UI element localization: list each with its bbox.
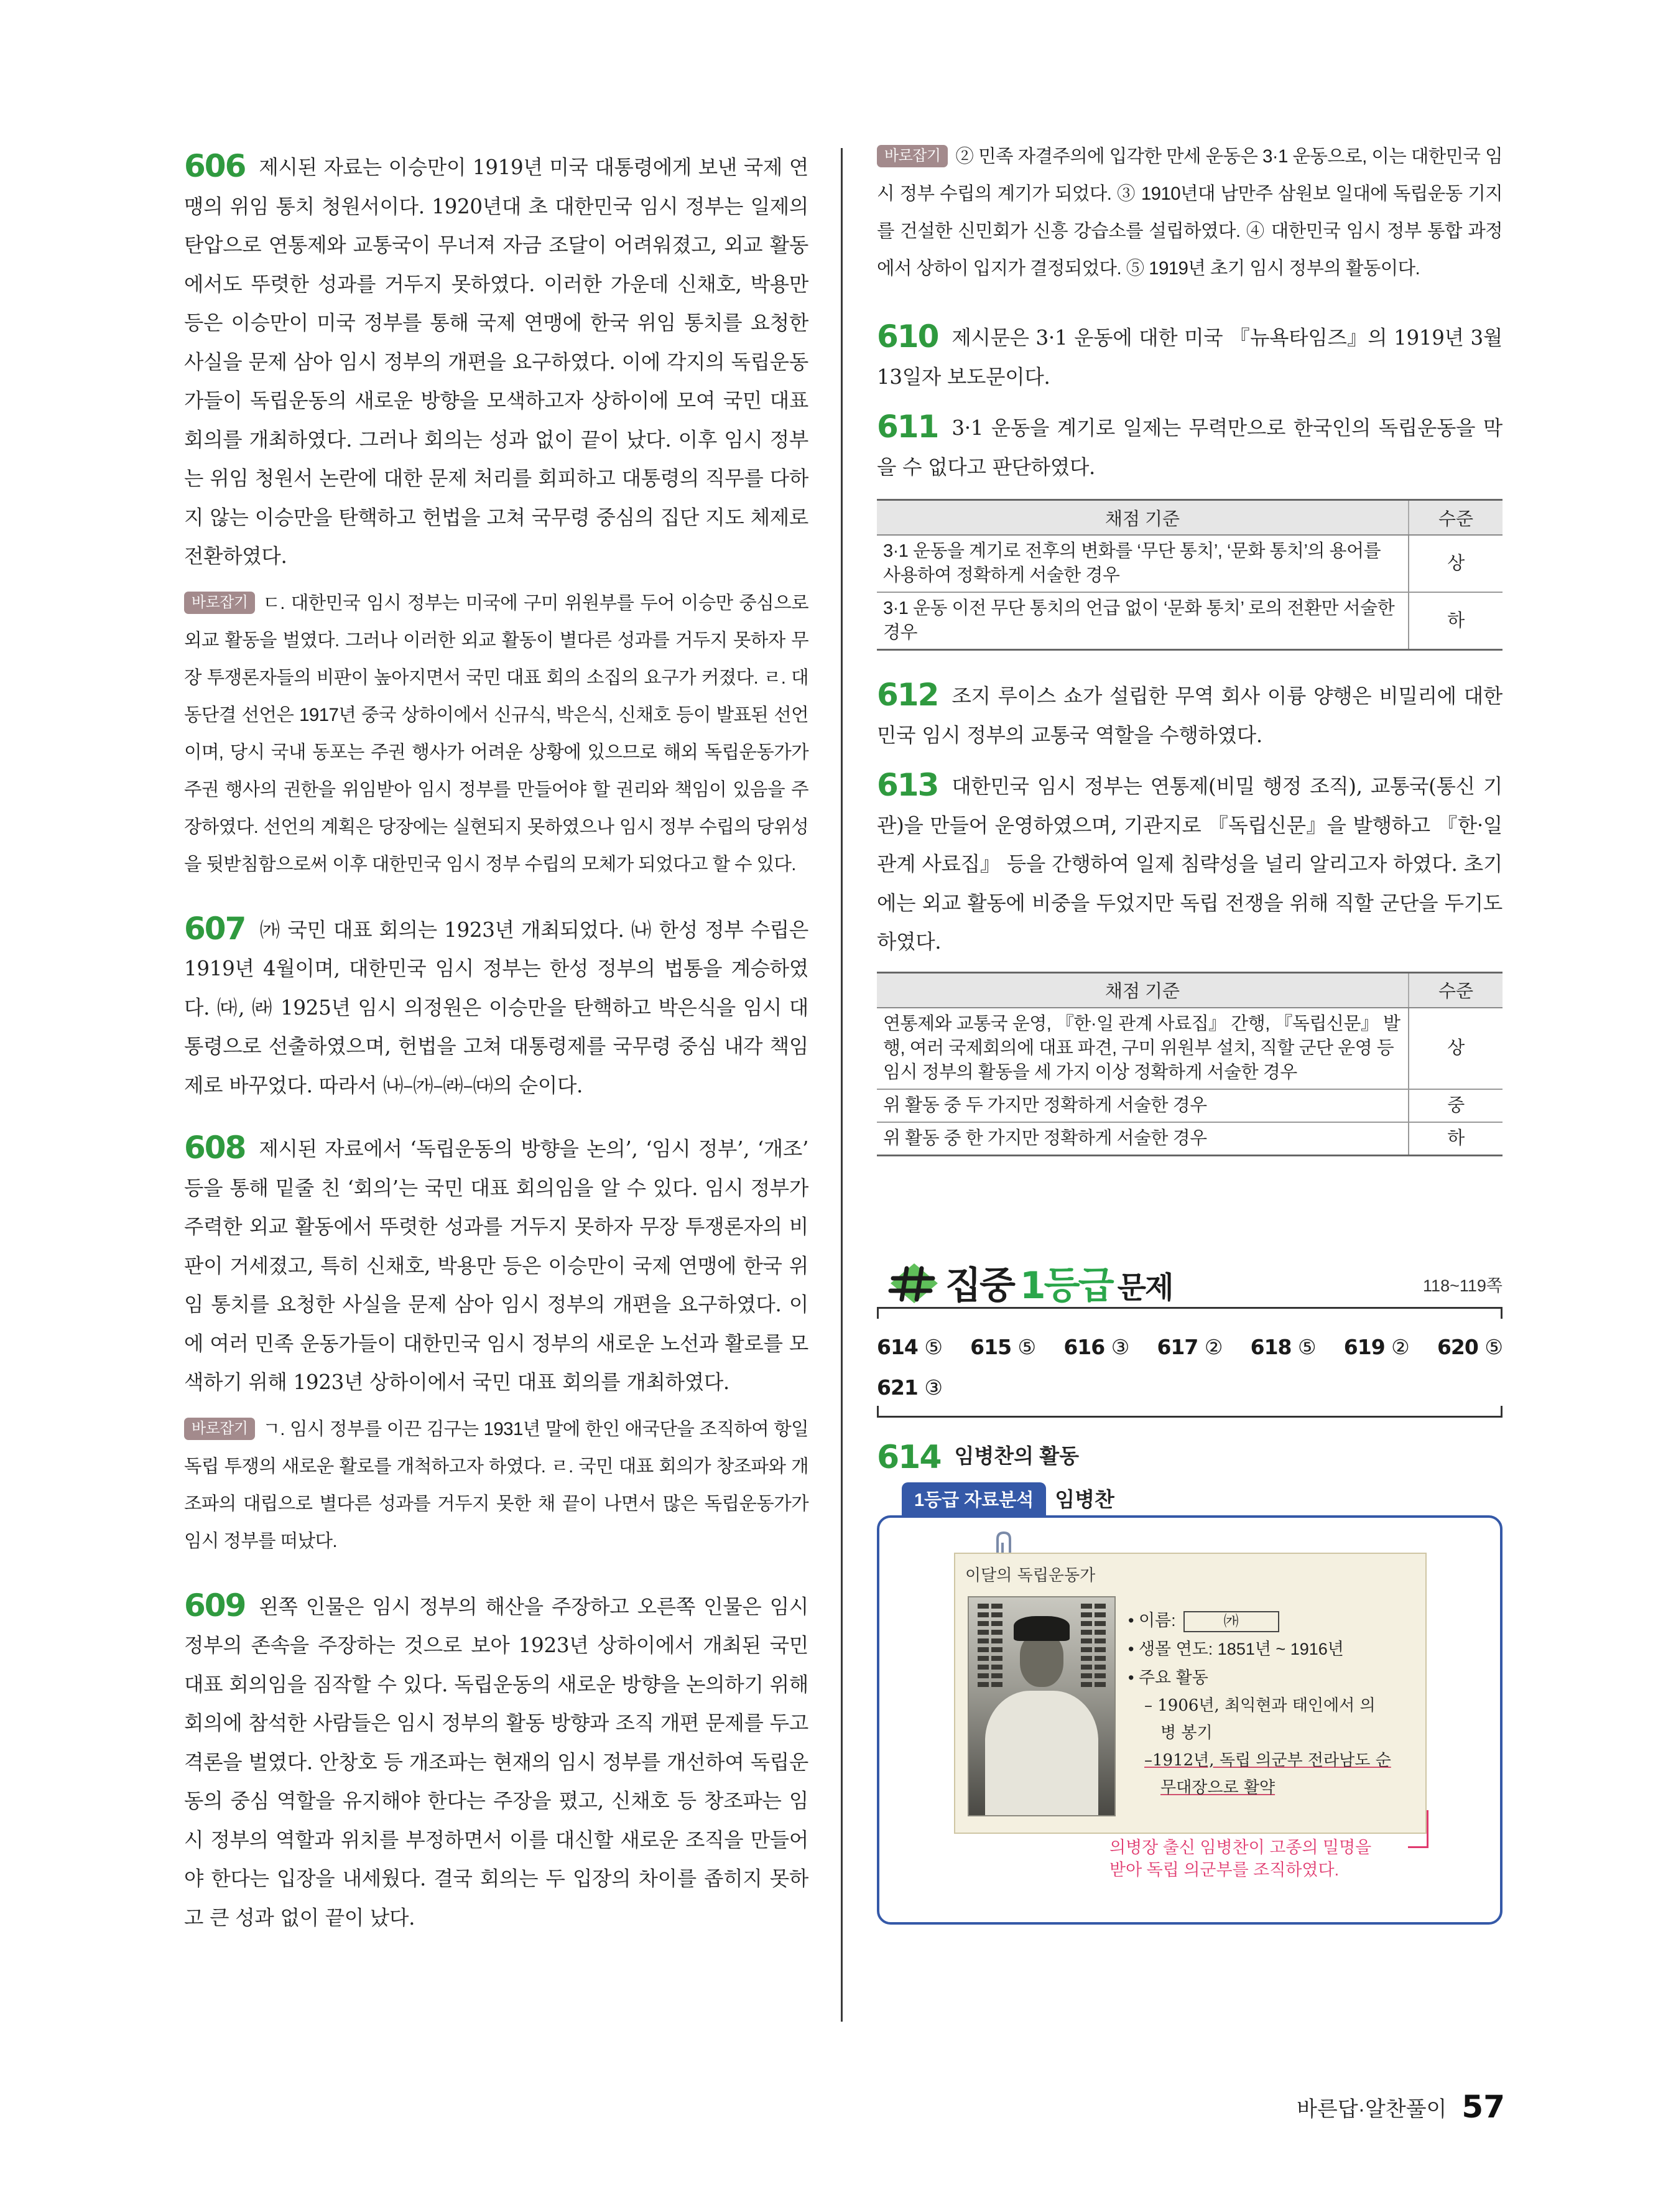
answer-item: 620 ⑤ [1437, 1335, 1503, 1359]
question-number: 608 [184, 1130, 246, 1166]
name-row: • 이름: ㈎ [1128, 1606, 1391, 1635]
activist-info [1128, 1606, 1391, 1801]
criteria-cell: 연통제와 교통국 운영, 『한·일 관계 사료집』 간행, 『독립신문』 발행, 여러 국제회의에 대표 파견, 구미 위원부 설치, 직할 군단 운영 등 임시 정부의 활동을 세 가지 이상 정확하게 서술한 경우 [877, 1008, 1409, 1089]
correction-text: ㄷ. 대한민국 임시 정부는 미국에 구미 위원부를 두어 이승만 중심으로 외교 활동을 벌였다. 그러나 이러한 외교 활동이 별다른 성과를 거두지 못하자 무장 투쟁론자들의 비판이 높아지면서 국민 대표 회의 소집의 요구가 커졌다. ㄹ. 대동단결 선언은 1917년 중국 상하이에서 신규식, 박은식, 신채호 등이 발표된 선언이며, 당시 국내 동포는 주권 행사가 어려운 상황에 있으므로 해외 독립운동가가 주권 행사의 권한을 위임받아 임시 정부를 만들어야 할 권리와 책임이 있음을 주장하였다. 선언의 계획은 당장에는 실현되지 못하였으나 임시 정부 수립의 당위성을 뒷받침함으로써 이후 대한민국 임시 정부 수립의 모체가 되었다고 할 수 있다. [184, 592, 808, 875]
answer-item: 616 ③ [1063, 1335, 1129, 1359]
question-number: 610 [877, 318, 938, 355]
analysis-label: 임병찬 [1055, 1487, 1114, 1511]
question-number: 611 [877, 409, 938, 445]
answer-612 [877, 673, 1503, 755]
criteria-cell: 위 활동 중 두 가지만 정확하게 서술한 경우 [877, 1089, 1409, 1122]
left-column [184, 144, 808, 1937]
answer-item: 618 ⑤ [1250, 1335, 1316, 1359]
table-row [877, 1122, 1503, 1156]
activity-line: –1912년, 독립 의군부 전라남도 순 [1144, 1750, 1391, 1770]
explanation-text: 3·1 운동을 계기로 일제는 무력만으로 한국인의 독립운동을 막을 수 없다고 판단하였다. [877, 416, 1503, 479]
answer-611 [877, 405, 1503, 486]
question-number: 613 [877, 767, 938, 803]
correction-text: ② 민족 자결주의에 입각한 만세 운동은 3·1 운동으로, 이는 대한민국 임시 정부 수립의 계기가 되었다. ③ 1910년대 남만주 삼원보 일대에 독립운동 기지를 건설한 신민회가 신흥 강습소를 설립하였다. ④ 대한민국 임시 정부 통합 과정에서 상하이 입지가 결정되었다. ⑤ 1919년 초기 임시 정부의 활동이다. [877, 146, 1503, 279]
correction-note-609 [877, 138, 1503, 287]
answer-row [877, 1370, 1503, 1406]
independence-activist-card [954, 1553, 1427, 1834]
answer-613 [877, 763, 1503, 962]
section-title [883, 1256, 1172, 1309]
analysis-tab-row [902, 1482, 1503, 1515]
explanation-text: ㈎ 국민 대표 회의는 1923년 개최되었다. ㈏ 한성 정부 수립은 1919년 4월이며, 대한민국 임시 정부는 한성 정부의 법통을 계승하였다. ㈐, ㈑ 1925년 임시 의정원은 이승만을 탄핵하고 박은식을 임시 대통령으로 선출하였으며, 헌법을 고쳐 대통령제를 국무령 중심 내각 책임제로 바꾸었다. 따라서 ㈏–㈎–㈑–㈐의 순이다. [184, 918, 808, 1097]
answer-item: 614 ⑤ [877, 1335, 942, 1359]
hash-logo-icon [883, 1258, 945, 1307]
portrait-photo [968, 1596, 1116, 1816]
page-number: 57 [1461, 2089, 1505, 2125]
card-title: 이달의 독립운동가 [965, 1566, 1096, 1585]
table-row [877, 1008, 1503, 1089]
correction-badge: 바로잡기 [877, 145, 948, 167]
explanation-text: 조지 루이스 쇼가 설립한 무역 회사 이륭 양행은 비밀리에 대한민국 임시 정부의 교통국 역할을 수행하였다. [877, 684, 1503, 747]
column-divider [841, 148, 843, 2022]
question-number: 606 [184, 148, 246, 184]
answer-bracket-bottom [877, 1406, 1503, 1418]
answer-item: 621 ③ [877, 1375, 942, 1400]
answer-610 [877, 315, 1503, 396]
answer-item: 617 ② [1157, 1335, 1223, 1359]
grading-table-613 [877, 972, 1503, 1156]
explanation-text: 제시된 자료에서 ‘독립운동의 방향을 논의’, ‘임시 정부’, ‘개조’ 등을 통해 밑줄 친 ‘회의’는 국민 대표 회의임을 알 수 있다. 임시 정부가 주력한 외교 활동에서 뚜렷한 성과를 거두지 못하자 무장 투쟁론자의 비판이 거세졌고, 특히 신채호, 박용만 등은 이승만이 국제 연맹에 한국 위임 통치를 요청한 사실을 문제 삼아 임시 정부의 개편을 요구하였다. 이에 여러 민족 운동가들이 대한민국 임시 정부의 새로운 노선과 활로를 모색하기 위해 1923년 상하이에서 국민 대표 회의를 개최하였다. [184, 1137, 808, 1394]
analysis-tab: 1등급 자료분석 [902, 1482, 1046, 1515]
page-footer [1297, 2089, 1505, 2125]
criteria-cell: 3·1 운동 이전 무단 통치의 언급 없이 ‘문화 통치’ 로의 전환만 서술한 경우 [877, 592, 1409, 650]
table-header: 채점 기준 [877, 972, 1409, 1008]
activity-line: – 1906년, 최익현과 태인에서 의 [1144, 1696, 1376, 1715]
table-row [877, 592, 1503, 650]
correction-text: ㄱ. 임시 정부를 이끈 김구는 1931년 말에 한인 애국단을 조직하여 항일 독립 투쟁의 새로운 활로를 개척하고자 하였다. ㄹ. 국민 대표 회의가 창조파와 개조파의 대립으로 별다른 성과를 거두지 못한 채 끝이 나면서 많은 독립운동가가 임시 정부를 떠났다. [184, 1418, 808, 1551]
question-number: 609 [184, 1587, 246, 1624]
explanation-text: 제시된 자료는 이승만이 1919년 미국 대통령에게 보낸 국제 연맹의 위임 통치 청원서이다. 1920년대 초 대한민국 임시 정부는 일제의 탄압으로 연통제와 교통국이 무너져 자금 조달이 어려워졌고, 외교 활동에서도 뚜렷한 성과를 거두지 못하였다. 이러한 가운데 신채호, 박용만 등은 이승만이 미국 정부를 통해 국제 연맹에 한국 위임 통치를 요청한 사실을 문제 삼아 임시 정부의 개편을 요구하였다. 이에 각지의 독립운동가들이 독립운동의 새로운 방향을 모색하고자 상하이에 모여 국민 대표 회의를 개최하였다. 그러나 회의는 성과 없이 끝이 났다. 이후 임시 정부는 위임 청원서 논란에 대한 문제 처리를 회피하고 대통령의 직무를 다하지 않는 이승만을 탄핵하고 헌법을 고쳐 국무령 중심의 집단 지도 체제로 전환하였다. [184, 156, 808, 568]
activity-line: 무대장으로 활약 [1160, 1778, 1276, 1797]
correction-badge: 바로잡기 [184, 1418, 255, 1440]
level-cell: 하 [1409, 592, 1503, 650]
level-cell: 하 [1409, 1122, 1503, 1156]
answer-608 [184, 1126, 808, 1402]
criteria-cell: 3·1 운동을 계기로 전후의 변화를 ‘무단 통치’, ‘문화 통치’의 용어를 사용하여 정확하게 서술한 경우 [877, 535, 1409, 592]
answer-item: 619 ② [1343, 1335, 1409, 1359]
explanation-text: 제시문은 3·1 운동에 대한 미국 『뉴욕타임즈』의 1919년 3월 13일자 보도문이다. [877, 326, 1503, 389]
question-number: 614 [877, 1438, 941, 1476]
grading-table-611 [877, 499, 1503, 651]
section-title-part: 집중 [945, 1263, 1014, 1308]
name-blank: ㈎ [1183, 1611, 1279, 1632]
question-number: 607 [184, 910, 246, 947]
activities-label: • 주요 활동 [1128, 1668, 1208, 1687]
explanation-text: 왼쪽 인물은 임시 정부의 해산을 주장하고 오른쪽 인물은 임시 정부의 존속을 주장하는 것으로 보아 1923년 상하이에서 개최된 국민 대표 회의임을 짐작할 수 있다. 독립운동의 새로운 방향을 논의하기 위해 회의에 참석한 사람들은 임시 정부의 활동 방향과 조직 개편 문제를 두고 격론을 벌였다. 안창호 등 개조파는 현재의 임시 정부를 개선하여 독립운동의 중심 역할을 유지해야 한다는 주장을 폈고, 신채호 등 창조파는 임시 정부의 역할과 위치를 부정하면서 이를 대신할 새로운 조직을 만들어야 한다는 입장을 내세웠다. 결국 회의는 두 입장의 차이를 좁히지 못하고 큰 성과 없이 끝이 났다. [184, 1594, 808, 1930]
right-column [877, 144, 1503, 1925]
correction-note-606 [184, 585, 808, 883]
section-title-grade: 1등급 [1019, 1263, 1113, 1308]
section-header [877, 1256, 1503, 1307]
question-topic: 임병찬의 활동 [954, 1444, 1079, 1467]
explanation-text: 대한민국 임시 정부는 연통제(비밀 행정 조직), 교통국(통신 기관)을 만들어 운영하였으며, 기관지로 『독립신문』을 발행하고 『한·일 관계 사료집』 등을 간행하여 일제 침략성을 널리 알리고자 하였다. 초기에는 외교 활동에 비중을 두었지만 독립 전쟁을 위해 직할 군단을 두기도 하였다. [877, 774, 1503, 954]
source-analysis-box [877, 1515, 1503, 1925]
page-reference: 118~119쪽 [1423, 1276, 1503, 1295]
answer-row [877, 1325, 1503, 1370]
analysis-callout: 의병장 출신 임병찬이 고종의 밀명을 받아 독립 의군부를 조직하였다. [1109, 1838, 1372, 1879]
question-number: 612 [877, 677, 938, 713]
table-header: 수준 [1409, 500, 1503, 536]
answer-607 [184, 907, 808, 1105]
footer-label: 바른답·알찬풀이 [1297, 2097, 1447, 2121]
answer-key [877, 1319, 1503, 1406]
table-row [877, 535, 1503, 592]
level-cell: 중 [1409, 1089, 1503, 1122]
table-row [877, 1089, 1503, 1122]
answer-606 [184, 144, 808, 576]
years-row: • 생몰 연도: 1851년 ~ 1916년 [1128, 1639, 1344, 1658]
table-header: 수준 [1409, 972, 1503, 1008]
correction-badge: 바로잡기 [184, 592, 255, 614]
level-cell: 상 [1409, 1008, 1503, 1089]
criteria-cell: 위 활동 중 한 가지만 정확하게 서술한 경우 [877, 1122, 1409, 1156]
section-title-part: 문제 [1117, 1270, 1173, 1305]
table-header: 채점 기준 [877, 500, 1409, 536]
correction-note-608 [184, 1411, 808, 1560]
level-cell: 상 [1409, 535, 1503, 592]
answer-614-heading [877, 1436, 1503, 1474]
answer-item: 615 ⑤ [970, 1335, 1036, 1359]
activity-line: 병 봉기 [1160, 1723, 1213, 1742]
answer-609 [184, 1584, 808, 1938]
